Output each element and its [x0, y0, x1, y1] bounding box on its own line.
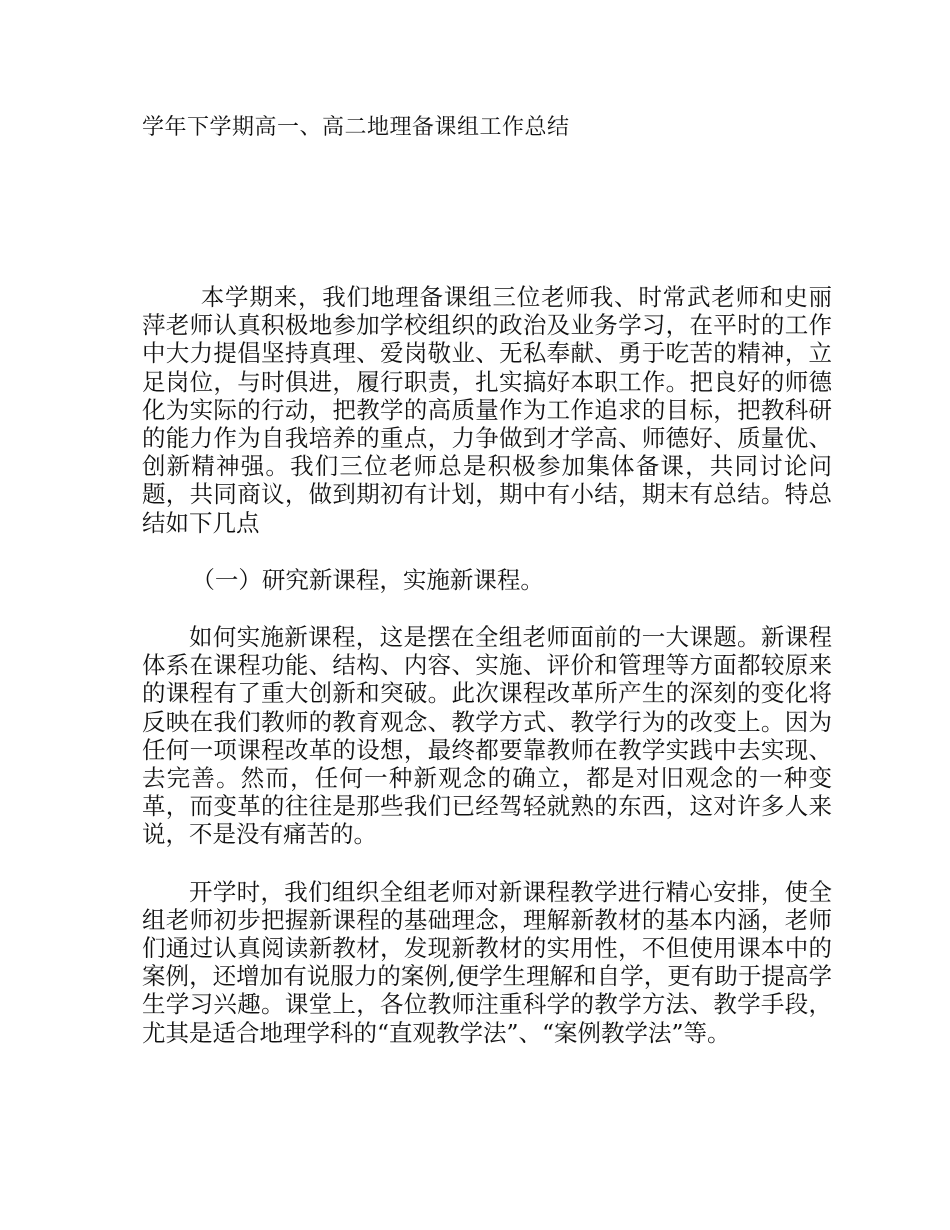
document-body	[142, 283, 832, 1076]
paragraph-intro: 本学期来，我们地理备课组三位老师我、时常武老师和史丽萍老师认真积极地参加学校组织的政治及业务学习，在平时的工作中大力提倡坚持真理、爱岗敬业、无私奉献、勇于吃苦的精神，立足岗位，与时俱进，履行职责，扎实搞好本职工作。把良好的师德化为实际的行动，把教学的高质量作为工作追求的目标，把教科研的能力作为自我培养的重点，力争做到才学高、师德好、质量优、创新精神强。我们三位老师总是积极参加集体备课，共同讨论问题，共同商议，做到期初有计划，期中有小结，期末有总结。特总结如下几点	[142, 283, 832, 537]
paragraph-new-curriculum: 如何实施新课程，这是摆在全组老师面前的一大课题。新课程体系在课程功能、结构、内容、实施、评价和管理等方面都较原来的课程有了重大创新和突破。此次课程改革所产生的深刻的变化将反映在我们教师的教育观念、教学方式、教学行为的改变上。因为任何一项课程改革的设想，最终都要靠教师在教学实践中去实现、去完善。然而，任何一种新观念的确立，都是对旧观念的一种变革，而变革的往往是那些我们已经驾轻就熟的东西，这对许多人来说，不是没有痛苦的。	[142, 623, 832, 849]
document-title: 学年下学期高一、高二地理备课组工作总结	[142, 115, 570, 140]
section-heading-1: （一）研究新课程，实施新课程。	[191, 565, 544, 594]
paragraph-semester-start: 开学时，我们组织全组老师对新课程教学进行精心安排，使全组老师初步把握新课程的基础理念，理解新教材的基本内涵，老师们通过认真阅读新教材，发现新教材的实用性，不但使用课本中的案例，还增加有说服力的案例,便学生理解和自学，更有助于提高学生学习兴趣。课堂上，各位教师注重科学的教学方法、教学手段，尤其是适合地理学科的“直观教学法”、“案例教学法”等。	[142, 877, 832, 1047]
